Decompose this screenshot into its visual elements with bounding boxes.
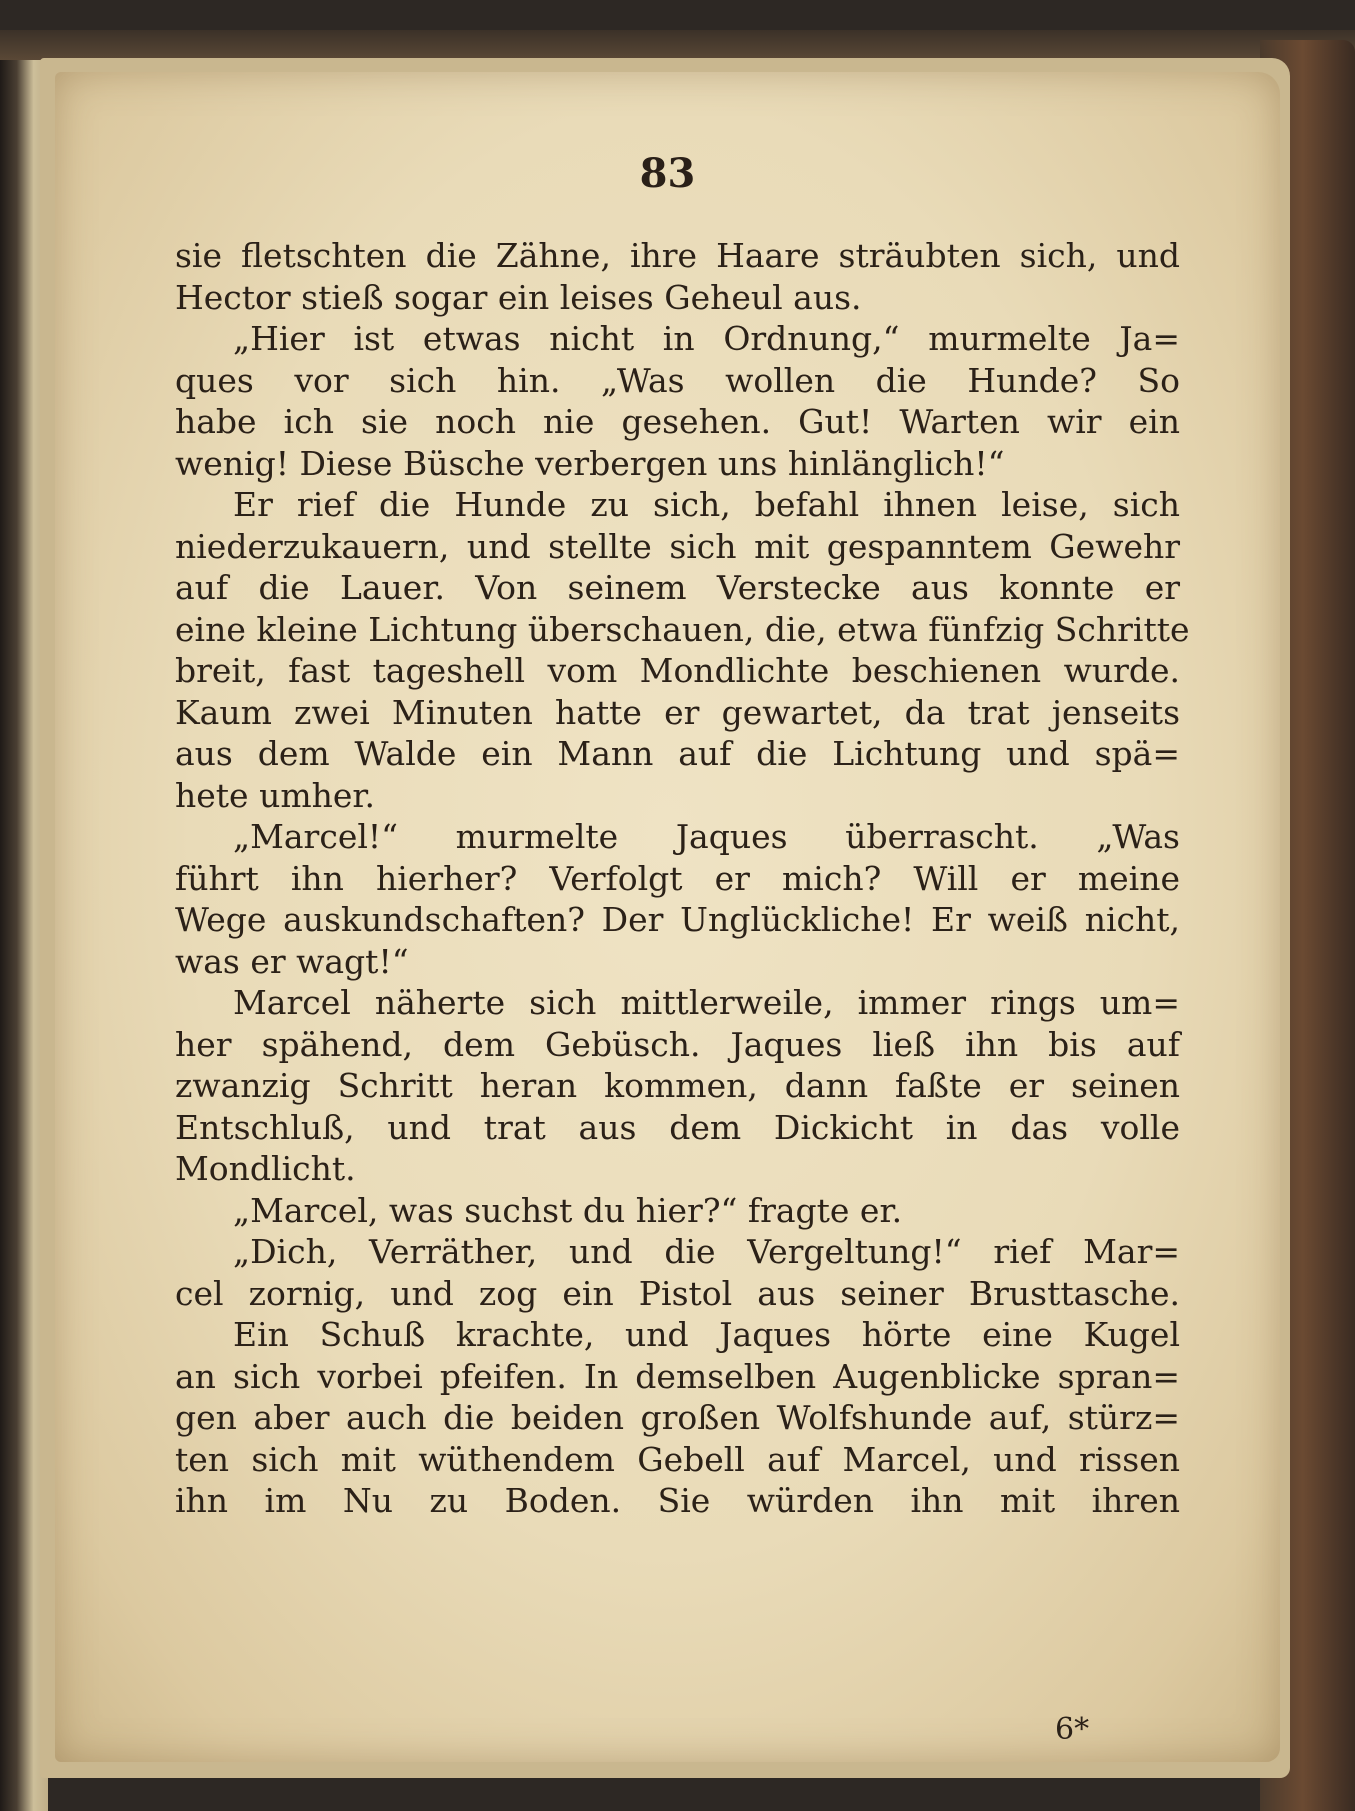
text-line: ihn im Nu zu Boden. Sie würden ihn mit ihren bbox=[175, 1481, 1180, 1520]
text-line: Hector stieß sogar ein leises Geheul aus. bbox=[175, 277, 862, 317]
page-number: 83 bbox=[639, 150, 696, 197]
text-line: „Marcel!“ murmelte Jaques überrascht. „Was bbox=[233, 817, 1180, 856]
signature-mark: 6* bbox=[1055, 1712, 1090, 1747]
body-text bbox=[175, 235, 1190, 1522]
text-line: Kaum zwei Minuten hatte er gewartet, da trat jenseits bbox=[175, 692, 1180, 732]
text-line: aus dem Walde ein Mann auf die Lichtung und spä= bbox=[175, 734, 1180, 773]
text-line: Wege auskundschaften? Der Unglückliche! Er weiß nicht, bbox=[175, 900, 1180, 939]
text-line: gen aber auch die beiden großen Wolfshunde auf, stürz= bbox=[175, 1398, 1180, 1437]
text-line: eine kleine Lichtung überschauen, die, etwa fünfzig Schritte bbox=[175, 609, 1190, 649]
book-cover-top bbox=[0, 30, 1355, 60]
text-line: wenig! Diese Büsche verbergen uns hinlänglich!“ bbox=[175, 443, 1005, 483]
text-line: zwanzig Schritt heran kommen, dann faßte er seinen bbox=[175, 1066, 1180, 1105]
text-line: auf die Lauer. Von seinem Verstecke aus konnte er bbox=[175, 568, 1180, 607]
text-line: breit, fast tageshell vom Mondlichte beschienen wurde. bbox=[175, 651, 1180, 690]
text-line: Ein Schuß krachte, und Jaques hörte eine Kugel bbox=[233, 1315, 1180, 1354]
text-line: niederzukauern, und stellte sich mit gespanntem Gewehr bbox=[175, 526, 1180, 566]
text-line: Marcel näherte sich mittlerweile, immer rings um= bbox=[233, 983, 1180, 1022]
text-line: habe ich sie noch nie gesehen. Gut! Warten wir ein bbox=[175, 402, 1180, 441]
text-line: führt ihn hierher? Verfolgt er mich? Will er meine bbox=[175, 858, 1180, 898]
text-line: sie fletschten die Zähne, ihre Haare sträubten sich, und bbox=[175, 236, 1180, 275]
text-line: cel zornig, und zog ein Pistol aus seiner Brusttasche. bbox=[175, 1273, 1180, 1313]
text-line: „Marcel, was suchst du hier?“ fragte er. bbox=[233, 1190, 903, 1230]
text-line: „Dich, Verräther, und die Vergeltung!“ rief Mar= bbox=[233, 1232, 1180, 1271]
text-line: Mondlicht. bbox=[175, 1149, 356, 1188]
text-line: an sich vorbei pfeifen. In demselben Augenblicke spran= bbox=[175, 1356, 1180, 1396]
text-line: hete umher. bbox=[175, 775, 376, 815]
text-line: ques vor sich hin. „Was wollen die Hunde? So bbox=[175, 360, 1180, 400]
text-line: Entschluß, und trat aus dem Dickicht in das volle bbox=[175, 1107, 1180, 1147]
text-line: Er rief die Hunde zu sich, befahl ihnen leise, sich bbox=[233, 485, 1180, 524]
text-line: was er wagt!“ bbox=[175, 941, 409, 981]
text-line: ten sich mit wüthendem Gebell auf Marcel, und rissen bbox=[175, 1439, 1180, 1479]
text-line: „Hier ist etwas nicht in Ordnung,“ murmelte Ja= bbox=[233, 319, 1180, 358]
text-line: her spähend, dem Gebüsch. Jaques ließ ihn bis auf bbox=[175, 1024, 1180, 1064]
